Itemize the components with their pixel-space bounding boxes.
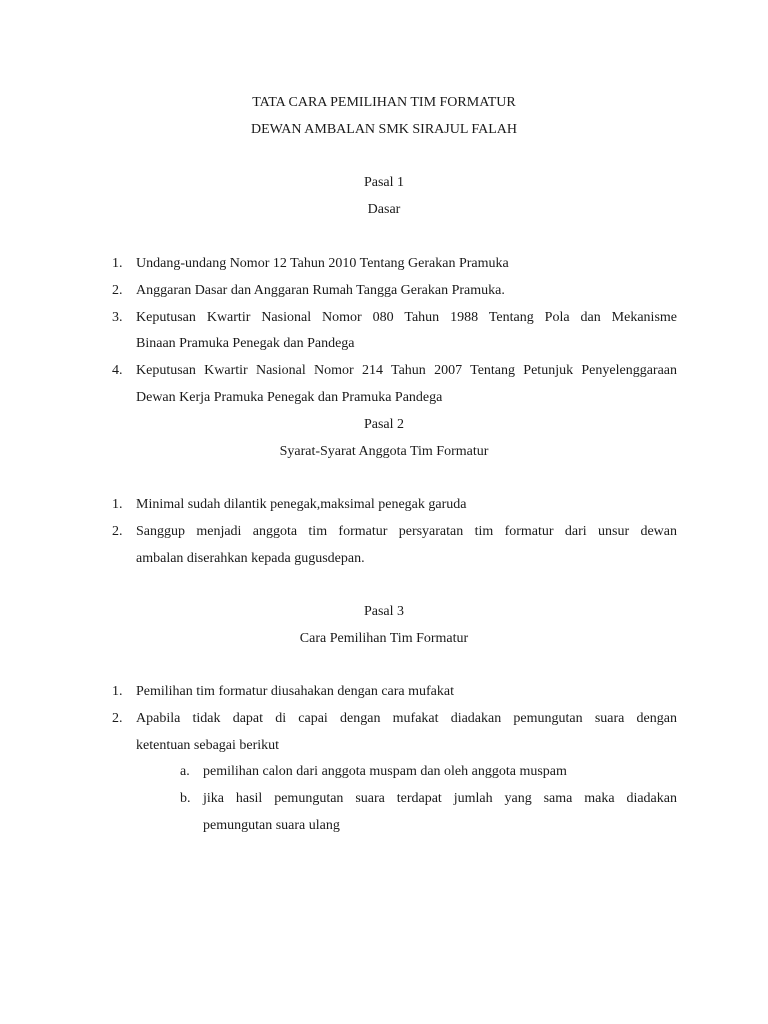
list-item-text [136,362,677,380]
document-title-line-2: DEWAN AMBALAN SMK SIRAJUL FALAH [250,122,517,137]
sublist-item-text-line: jika hasil pemungutan suara terdapat jumlah yang sama maka diadakan [203,791,677,806]
list-marker: 2. [112,524,123,539]
sublist-item-text [203,790,677,808]
list-item-text-line: Keputusan Kwartir Nasional Nomor 214 Tahun 2007 Tentang Petunjuk Penyelenggaraan [136,363,677,378]
list-marker: 1. [112,684,123,699]
list-item-text-continuation: Dewan Kerja Pramuka Penegak dan Pramuka Pandega [136,390,443,405]
list-item-text [136,523,677,541]
section-subheading-cara-pemilihan: Cara Pemilihan Tim Formatur [299,631,469,646]
list-marker: 2. [112,283,123,298]
list-marker: 1. [112,256,123,271]
list-item-text-line: Sanggup menjadi anggota tim formatur persyaratan tim formatur dari unsur dewan [136,524,677,539]
list-marker: 4. [112,363,123,378]
list-marker: 1. [112,497,123,512]
section-heading-pasal-1: Pasal 1 [363,175,405,190]
section-heading-pasal-2: Pasal 2 [363,417,405,432]
list-item-text: Undang-undang Nomor 12 Tahun 2010 Tentang Gerakan Pramuka [136,256,509,271]
section-subheading-syarat: Syarat-Syarat Anggota Tim Formatur [279,444,489,459]
list-marker: 2. [112,711,123,726]
list-item-text [136,309,677,327]
document-title-line-1: TATA CARA PEMILIHAN TIM FORMATUR [252,95,516,110]
list-item-text-continuation: ambalan diserahkan kepada gugusdepan. [136,551,365,566]
list-item-text [136,710,677,728]
list-item-text: Anggaran Dasar dan Anggaran Rumah Tangga Gerakan Pramuka. [136,283,505,298]
list-item-text: Pemilihan tim formatur diusahakan dengan cara mufakat [136,684,455,699]
sublist-item-text: pemilihan calon dari anggota muspam dan oleh anggota muspam [203,764,567,779]
list-marker: 3. [112,310,123,325]
sublist-item-text-continuation: pemungutan suara ulang [203,818,340,833]
list-item-text-continuation: ketentuan sebagai berikut [136,738,280,753]
list-item-text-continuation: Binaan Pramuka Penegak dan Pandega [136,336,355,351]
list-item-text-line: Apabila tidak dapat di capai dengan mufakat diadakan pemungutan suara dengan [136,711,677,726]
list-item-text: Minimal sudah dilantik penegak,maksimal penegak garuda [136,497,467,512]
section-heading-pasal-3: Pasal 3 [363,604,405,619]
section-subheading-dasar: Dasar [367,202,401,217]
sublist-marker: a. [180,764,190,779]
list-item-text-line: Keputusan Kwartir Nasional Nomor 080 Tahun 1988 Tentang Pola dan Mekanisme [136,310,677,325]
sublist-marker: b. [180,791,191,806]
